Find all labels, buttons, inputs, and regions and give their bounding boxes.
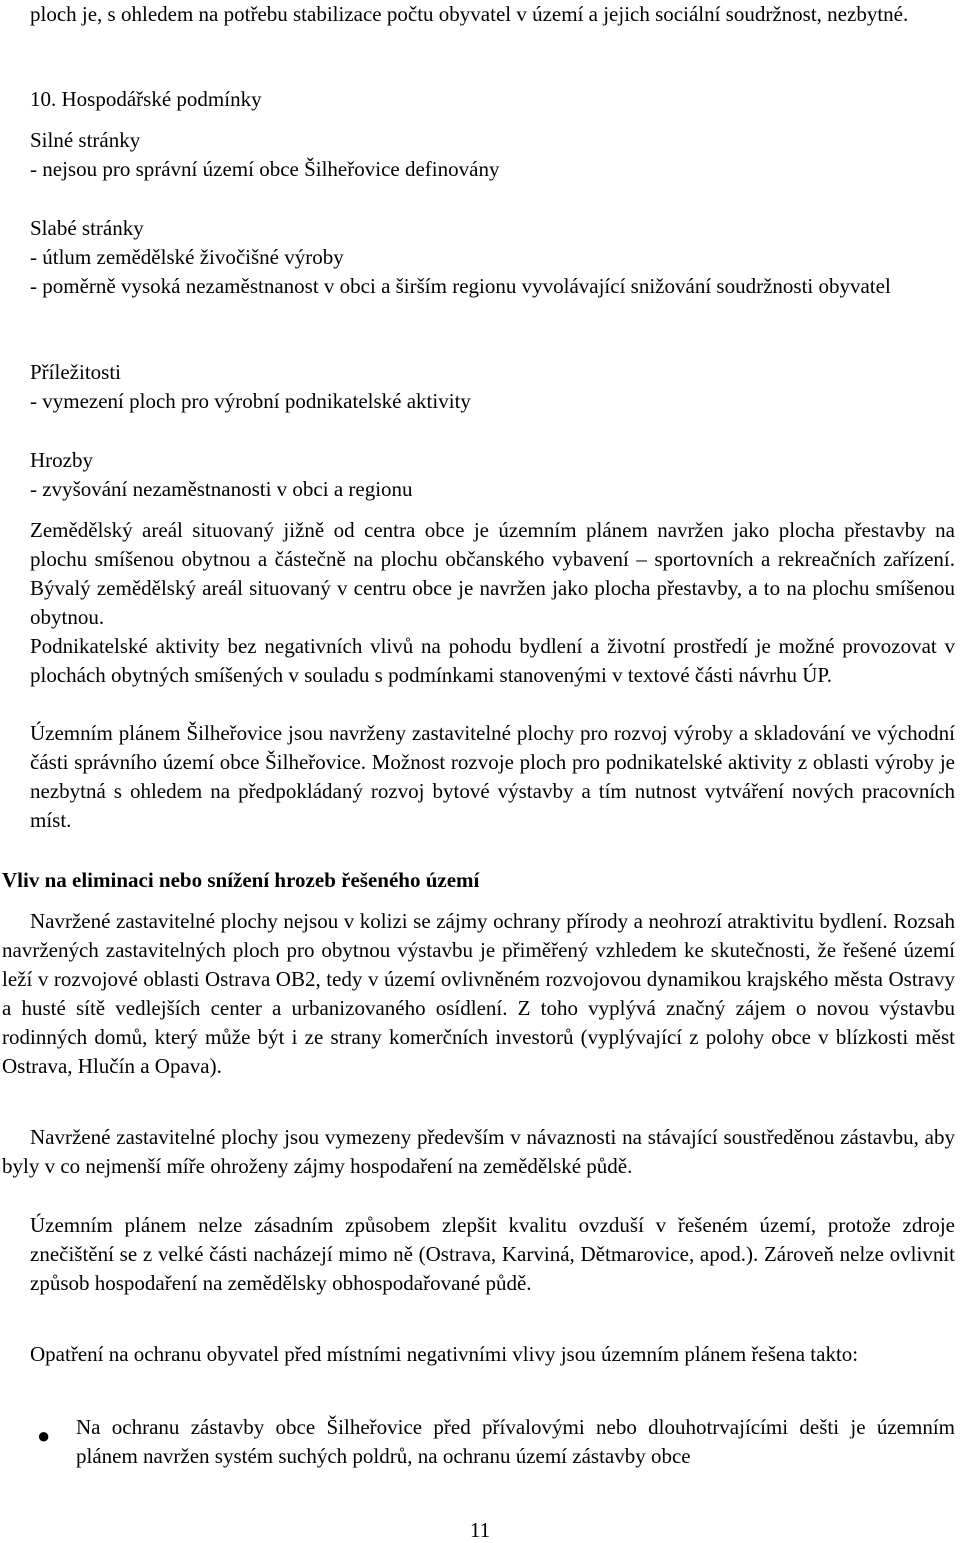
page-number: 11 [469, 1518, 491, 1542]
paragraph-production-areas: Územním plánem Šilheřovice jsou navrženy zastavitelné plochy pro rozvoj výroby a skladování ve východní části správního území obce Šilheřovice. Možnost rozvoje ploch pro podnikatelské aktivity z oblasti výroby je nezbytná s ohledem na předpokládaný rozvoj bytové výstavby a tím nutnost vytváření nových pracovních míst. [30, 721, 955, 832]
strengths-label: Silné stránky [30, 128, 141, 152]
weaknesses-label: Slabé stránky [30, 216, 144, 240]
section-heading-vliv: Vliv na eliminaci nebo snížení hrozeb řešeného území [2, 868, 480, 892]
paragraph-vliv-4: Opatření na ochranu obyvatel před místními negativními vlivy jsou územním plánem řešena takto: [30, 1342, 859, 1366]
paragraph-vliv-2: Navržené zastavitelné plochy jsou vymezeny především v návaznosti na stávající soustředěnou zástavbu, aby byly v co nejmenší míře ohroženy zájmy hospodaření na zemědělské půdě. [2, 1125, 955, 1178]
top-fragment-paragraph: ploch je, s ohledem na potřebu stabilizace počtu obyvatel v území a jejich sociální soudržnost, nezbytné. [30, 2, 909, 26]
threats-item: - zvyšování nezaměstnanosti v obci a regionu [30, 477, 413, 501]
weaknesses-item: - poměrně vysoká nezaměstnanost v obci a širším regionu vyvolávající snižování soudržnosti obyvatel [30, 274, 891, 298]
section-10-title: 10. Hospodářské podmínky [30, 87, 262, 111]
opportunities-item: - vymezení ploch pro výrobní podnikatelské aktivity [30, 389, 471, 413]
strengths-item: - nejsou pro správní území obce Šilheřovice definovány [30, 157, 500, 181]
opportunities-label: Příležitosti [30, 360, 121, 384]
threats-label: Hrozby [30, 448, 93, 472]
bullet-item: Na ochranu zástavby obce Šilheřovice před přívalovými nebo dlouhotrvajícími dešti je územním plánem navržen systém suchých poldrů, na ochranu území zástavby obce [76, 1415, 955, 1468]
paragraph-vliv-1: Navržené zastavitelné plochy nejsou v kolizi se zájmy ochrany přírody a neohrozí atraktivitu bydlení. Rozsah navržených zastavitelných ploch pro obytnou výstavbu je přiměřený vzhledem ke skutečnosti, že řešené území leží v rozvojové oblasti Ostrava OB2, tedy v území ovlivněném rozvojovou dynamikou krajského města Ostravy a husté sítě vedlejších center a urbanizovaného osídlení. Z toho vyplývá značný zájem o novou výstavbu rodinných domů, který může být i ze strany komerčních investorů (vyplývající z polohy obce v blízkosti měst Ostrava, Hlučín a Opava). [2, 909, 955, 1078]
weaknesses-item: - útlum zemědělské živočišné výroby [30, 245, 344, 269]
bullet-icon: ● [37, 1423, 51, 1448]
paragraph-business-activities: Podnikatelské aktivity bez negativních vlivů na pohodu bydlení a životní prostředí je možné provozovat v plochách obytných smíšených v souladu s podmínkami stanovenými v textové části návrhu ÚP. [30, 634, 955, 687]
paragraph-vliv-3: Územním plánem nelze zásadním způsobem zlepšit kvalitu ovzduší v řešeném území, protože zdroje znečištění se z velké části nacházejí mimo ně (Ostrava, Karviná, Dětmarovice, apod.). Zároveň nelze ovlivnit způsob hospodaření na zemědělsky obhospodařované půdě. [30, 1213, 955, 1295]
paragraph-agricultural-area: Zemědělský areál situovaný jižně od centra obce je územním plánem navržen jako plocha přestavby na plochu smíšenou obytnou a částečně na plochu občanského vybavení – sportovních a rekreačních zařízení. Bývalý zemědělský areál situovaný v centru obce je navržen jako plocha přestavby, a to na plochu smíšenou obytnou. [30, 518, 955, 629]
